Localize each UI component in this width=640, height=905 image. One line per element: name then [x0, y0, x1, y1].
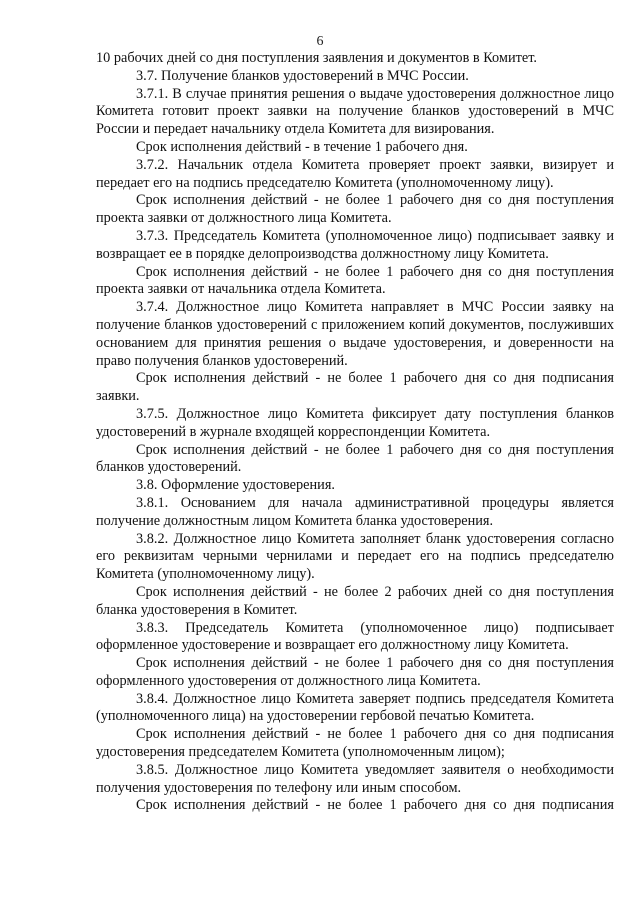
paragraph-3-7-1: 3.7.1. В случае принятия решения о выдаче удостоверения должностное лицо Комитета готовит проект заявки на получение бланков удостоверений в МЧС России и передает начальнику отдела Комитета для визирования.: [96, 85, 614, 138]
deadline-3-8-5: Срок исполнения действий - не более 1 рабочего дня со дня подписания: [136, 797, 614, 814]
deadline-3-7-5: Срок исполнения действий - не более 1 рабочего дня со дня поступления бланков удостоверений.: [96, 441, 614, 476]
paragraph-3-7-2: 3.7.2. Начальник отдела Комитета проверяет проект заявки, визирует и передает его на подпись председателю Комитета (уполномоченному лицу).: [96, 156, 614, 191]
paragraph-3-7-4: 3.7.4. Должностное лицо Комитета направляет в МЧС России заявку на получение бланков удостоверений с приложением копий документов, послуживших основанием для принятия решения о выдаче удостоверения, и доверенности на право получения бланков удостоверений.: [96, 299, 614, 369]
paragraph-3-8-4: 3.8.4. Должностное лицо Комитета заверяет подпись председателя Комитета (уполномоченного лица) на удостоверении гербовой печатью Комитета.: [96, 690, 614, 725]
document-body: [96, 50, 614, 815]
deadline-3-7-2: Срок исполнения действий - не более 1 рабочего дня со дня поступления проекта заявки от должностного лица Комитета.: [96, 192, 614, 227]
paragraph-3-8-1: 3.8.1. Основанием для начала административной процедуры является получение должностным лицом Комитета бланка удостоверения.: [96, 494, 614, 529]
deadline-3-7-4: Срок исполнения действий - не более 1 рабочего дня со дня подписания заявки.: [96, 370, 614, 405]
deadline-3-7-3: Срок исполнения действий - не более 1 рабочего дня со дня поступления проекта заявки от начальника отдела Комитета.: [96, 263, 614, 298]
page-number: 6: [316, 34, 324, 49]
paragraph-3-7-5: 3.7.5. Должностное лицо Комитета фиксирует дату поступления бланков удостоверений в журнале входящей корреспонденции Комитета.: [96, 405, 614, 440]
section-heading-3-8: 3.8. Оформление удостоверения.: [136, 477, 335, 494]
paragraph-3-8-2: 3.8.2. Должностное лицо Комитета заполняет бланк удостоверения согласно его реквизитам черными чернилами и передает его на подпись председателю Комитета (уполномоченному лицу).: [96, 530, 614, 583]
paragraph-3-8-5: 3.8.5. Должностное лицо Комитета уведомляет заявителя о необходимости получения удостоверения по телефону или иным способом.: [96, 761, 614, 796]
section-heading-3-7: 3.7. Получение бланков удостоверений в МЧС России.: [136, 67, 469, 84]
deadline-3-8-3: Срок исполнения действий - не более 1 рабочего дня со дня поступления оформленного удостоверения от должностного лица Комитета.: [96, 655, 614, 689]
paragraph-3-8-3: 3.8.3. Председатель Комитета (уполномоченное лицо) подписывает оформленное удостоверение и возвращает его должностному лицу Комитета.: [96, 619, 614, 654]
paragraph-continuation: 10 рабочих дней со дня поступления заявления и документов в Комитет.: [96, 50, 537, 66]
deadline-3-8-2: Срок исполнения действий - не более 2 рабочих дней со дня поступления бланка удостоверения в Комитет.: [96, 583, 614, 618]
paragraph-3-7-3: 3.7.3. Председатель Комитета (уполномоченное лицо) подписывает заявку и возвращает ее в порядке делопроизводства должностному лицу Комитета.: [96, 227, 614, 262]
deadline-3-8-4: Срок исполнения действий - не более 1 рабочего дня со дня подписания удостоверения председателем Комитета (уполномоченным лицом);: [96, 726, 614, 761]
deadline-3-7-1: Срок исполнения действий - в течение 1 рабочего дня.: [136, 138, 468, 155]
